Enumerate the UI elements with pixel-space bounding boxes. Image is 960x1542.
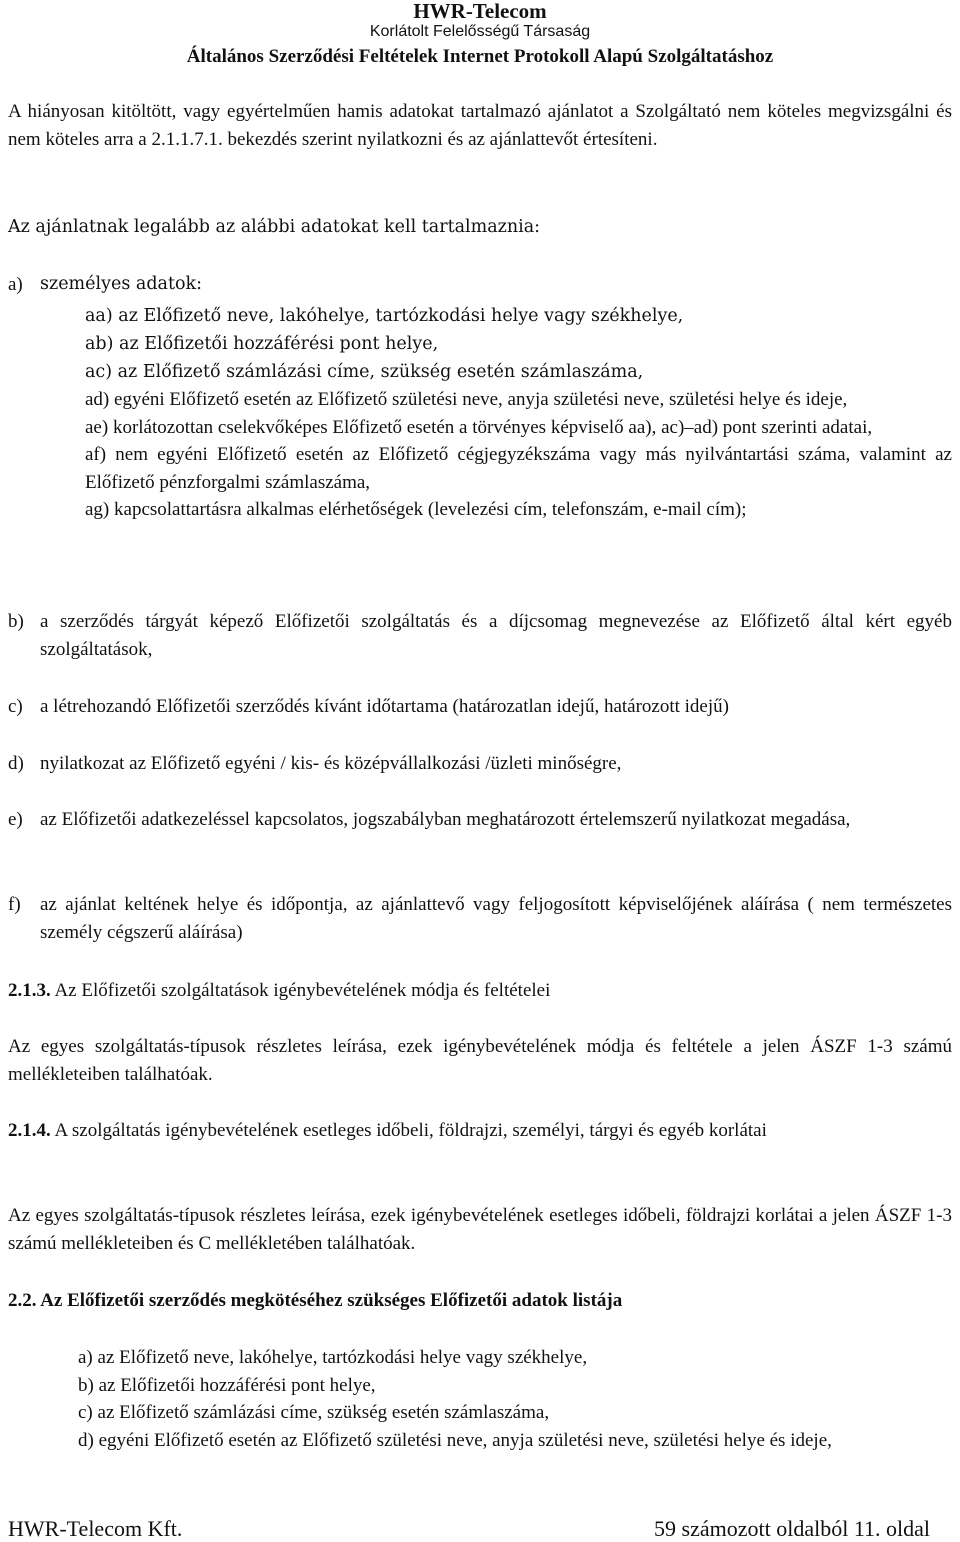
- offer-item-c: [8, 693, 952, 721]
- sub-item-ae: ae) korlátozottan cselekvőképes Előfizető esetén a törvényes képviselő aa), ac)–ad) pont szerinti adatai,: [85, 416, 873, 438]
- section-number: 2.1.4.: [8, 1120, 51, 1141]
- required-item-d: d) egyéni Előfizető esetén az Előfizető születési neve, anyja születési neve, születési helye és ideje,: [78, 1429, 832, 1451]
- personal-data-sublist-2: [85, 386, 952, 524]
- offer-item-f: [8, 891, 952, 946]
- required-item-b: b) az Előfizetői hozzáférési pont helye,: [78, 1374, 376, 1396]
- offer-item-d: [8, 750, 952, 778]
- sub-item-ag: ag) kapcsolattartásra alkalmas elérhetőségek (levelezési cím, telefonszám, e-mail cím);: [85, 499, 747, 520]
- item-text: a létrehozandó Előfizetői szerződés kívánt időtartama (határozatlan idejű, határozott idejű): [40, 696, 729, 717]
- item-text: az Előfizetői adatkezeléssel kapcsolatos, jogszabályban meghatározott értelemszerű nyilatkozat megadása,: [40, 809, 851, 830]
- header-company: HWR-Telecom: [413, 0, 547, 23]
- required-item-c: c) az Előfizető számlázási címe, szükség esetén számlaszáma,: [78, 1402, 550, 1423]
- item-label: e): [8, 809, 23, 830]
- item-text: személyes adatok:: [40, 274, 203, 294]
- item-label: a): [8, 274, 23, 295]
- header-company-form: Korlátolt Felelősségű Társaság: [369, 23, 591, 40]
- section-2-1-4-heading: [8, 1117, 952, 1145]
- item-text: az ajánlat keltének helye és időpontja, az ajánlattevő vagy feljogosított képviselőjének aláírása ( nem természetes személy cégszerű aláírása): [40, 894, 952, 943]
- section-2-1-4-text: Az egyes szolgáltatás-típusok részletes leírása, ezek igénybevételének esetleges időbeli, földrajzi korlátai a jelen ÁSZF 1-3 számú mellékleteiben és C mellékletében találhatóak.: [8, 1205, 952, 1254]
- personal-data-sublist: [85, 302, 952, 386]
- required-data-list: [78, 1344, 952, 1454]
- sub-item-aa: aa) az Előfizető neve, lakóhelye, tartózkodási helye vagy székhelye,: [85, 306, 684, 326]
- item-label: b): [8, 611, 24, 632]
- header-title: Általános Szerződési Feltételek Internet Protokoll Alapú Szolgáltatáshoz: [186, 46, 774, 67]
- sub-item-af: af) nem egyéni Előfizető esetén az Előfizető cégjegyzékszáma vagy más nyilvántartási száma, valamint az Előfizető pénzforgalmi számlaszáma,: [85, 444, 952, 493]
- offer-item-e: [8, 806, 952, 834]
- sub-item-ab: ab) az Előfizetői hozzáférési pont helye,: [85, 334, 439, 354]
- section-2-2-heading: [8, 1287, 952, 1315]
- item-label: f): [8, 894, 21, 915]
- footer-company: HWR-Telecom Kft.: [8, 1516, 183, 1541]
- required-item-a: a) az Előfizető neve, lakóhelye, tartózkodási helye vagy székhelye,: [78, 1347, 588, 1368]
- offer-item-a: [8, 271, 952, 299]
- section-2-1-3-text: Az egyes szolgáltatás-típusok részletes leírása, ezek igénybevételének módja és feltétele a jelen ÁSZF 1-3 számú mellékleteiben találhatóak.: [8, 1036, 952, 1085]
- sub-item-ad: ad) egyéni Előfizető esetén az Előfizető születési neve, anyja születési neve, születési helye és ideje,: [85, 389, 848, 410]
- section-title: Az Előfizetői szerződés megkötéséhez szükséges Előfizetői adatok listája: [40, 1290, 623, 1311]
- item-text: a szerződés tárgyát képező Előfizetői szolgáltatás és a díjcsomag megnevezése az Előfizető által kért egyéb szolgáltatások,: [40, 611, 952, 660]
- section-number: 2.1.3.: [8, 980, 51, 1001]
- section-2-1-3-heading: [8, 977, 952, 1005]
- page-header: [0, 0, 960, 72]
- offer-intro: Az ajánlatnak legalább az alábbi adatokat kell tartalmaznia:: [8, 217, 541, 237]
- footer-page-info: 59 számozott oldalból 11. oldal: [654, 1516, 930, 1541]
- item-label: d): [8, 753, 24, 774]
- intro-paragraph: A hiányosan kitöltött, vagy egyértelműen hamis adatokat tartalmazó ajánlatot a Szolgáltató nem köteles megvizsgálni és nem köteles arra a 2.1.1.7.1. bekezdés szerint nyilatkozni és az ajánlattevőt értesíteni.: [8, 101, 952, 150]
- sub-item-ac: ac) az Előfizető számlázási címe, szükség esetén számlaszáma,: [85, 362, 644, 382]
- section-number: 2.2.: [8, 1290, 37, 1311]
- item-label: c): [8, 696, 23, 717]
- page-footer: [8, 1516, 930, 1542]
- section-title: Az Előfizetői szolgáltatások igénybevételének módja és feltételei: [54, 980, 551, 1001]
- offer-item-b: [8, 608, 952, 663]
- section-title: A szolgáltatás igénybevételének esetleges időbeli, földrajzi, személyi, tárgyi és egyéb korlátai: [54, 1120, 767, 1141]
- item-text: nyilatkozat az Előfizető egyéni / kis- és középvállalkozási /üzleti minőségre,: [40, 753, 622, 774]
